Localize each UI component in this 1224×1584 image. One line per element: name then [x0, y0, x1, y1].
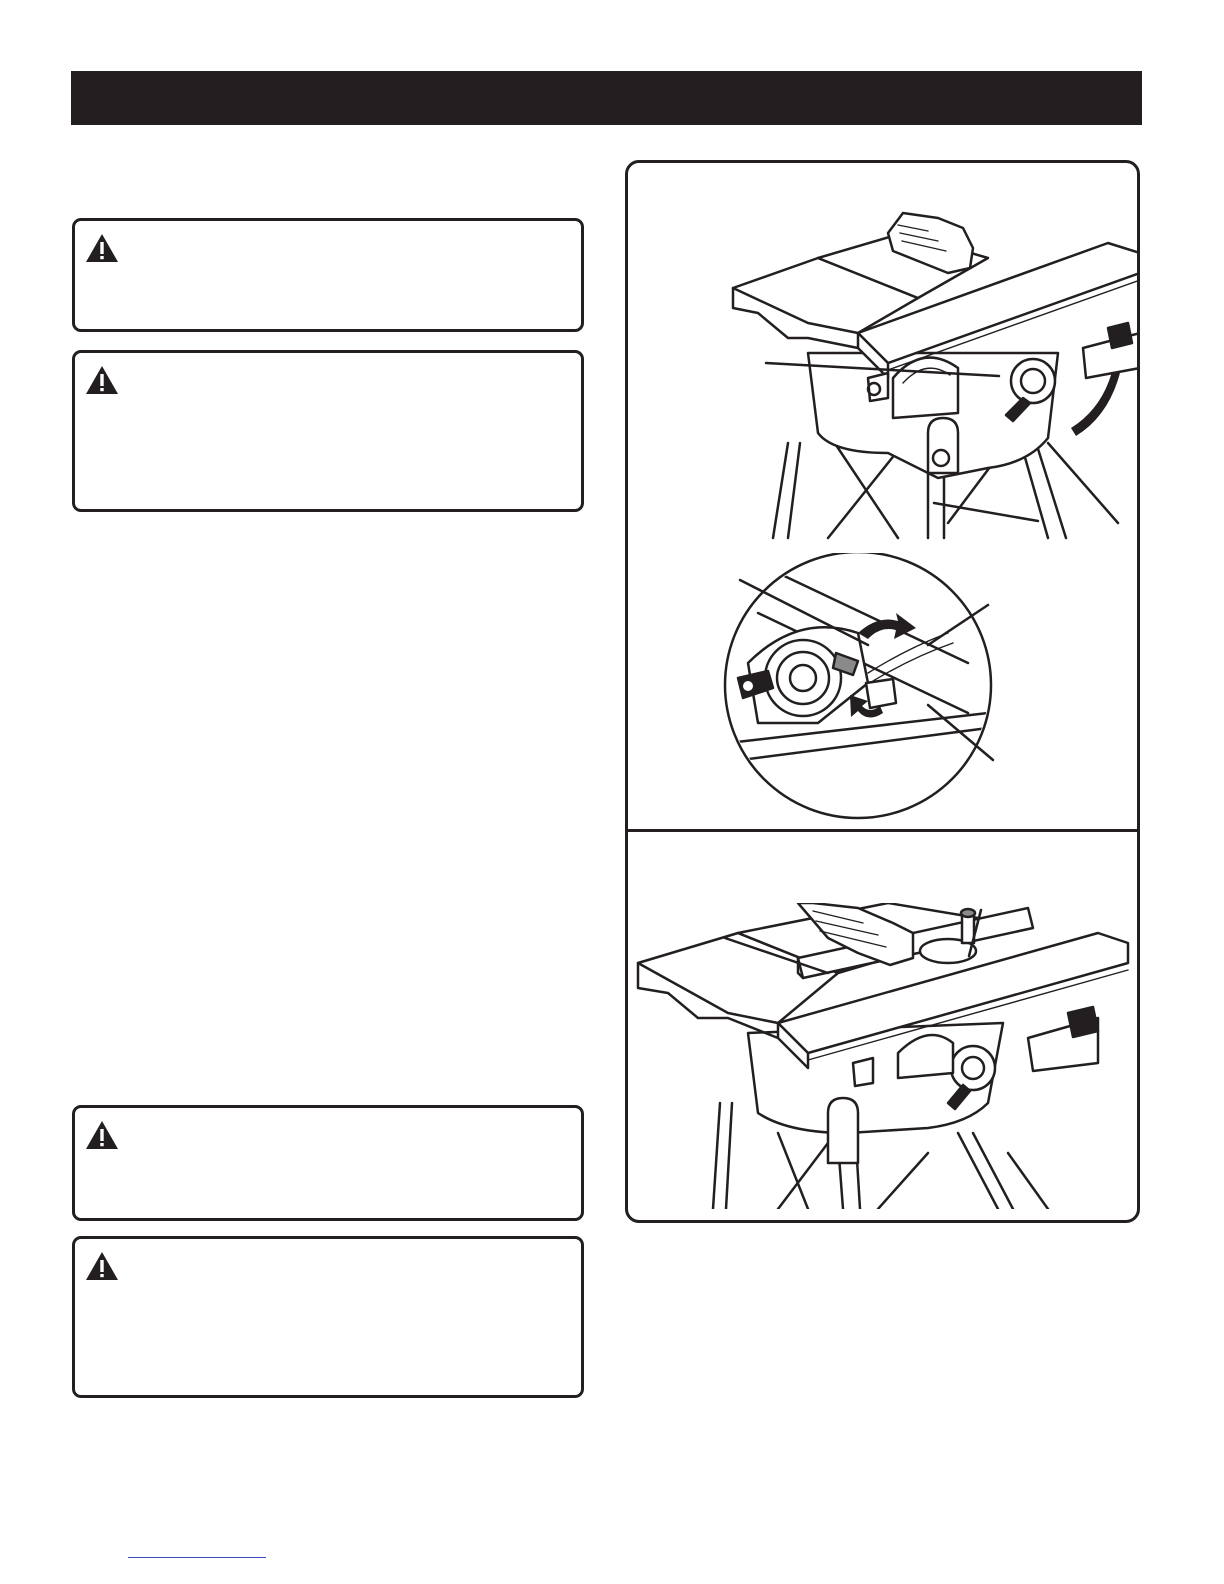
warning-triangle-icon [85, 365, 119, 395]
warning-box-2 [72, 350, 584, 512]
warning-triangle-icon [85, 1251, 119, 1281]
warning-box-3 [72, 1105, 584, 1221]
figure-panel [625, 160, 1140, 1223]
warning-triangle-icon [85, 233, 119, 263]
warning-box-1 [72, 218, 584, 332]
warning-box-4 [72, 1236, 584, 1398]
callout-line-handwheel [764, 358, 1004, 398]
bottom-callout-lines [723, 908, 993, 978]
warning-triangle-icon [85, 1120, 119, 1150]
footer-link-underline [128, 1557, 266, 1558]
inset-callout-lines [738, 575, 998, 765]
figure-divider [628, 829, 1137, 832]
section-header-bar [71, 71, 1142, 125]
